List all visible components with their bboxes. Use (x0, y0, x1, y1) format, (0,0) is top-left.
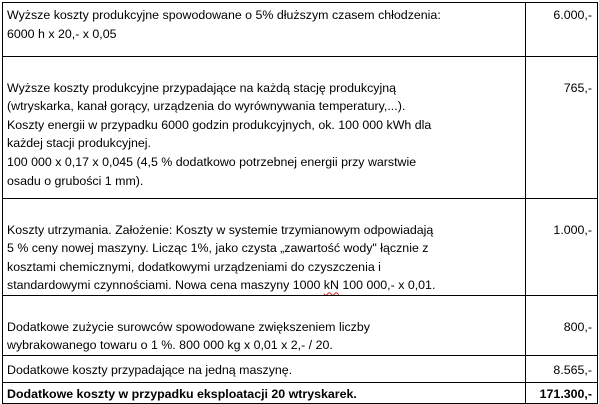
cost-description (3, 199, 526, 296)
description-line: 6000 h x 20,- x 0,05 (7, 26, 117, 41)
description-line: Koszty energii w przypadku 6000 godzin produkcyjnych, ok. 100 000 kWh dla (7, 117, 432, 132)
cost-amount-value: 800,- (563, 319, 592, 334)
cost-table (2, 2, 598, 404)
cost-amount-value: 1.000,- (553, 222, 592, 237)
blank-line (530, 299, 592, 318)
cost-amount: 6.000,- (526, 3, 598, 57)
description-line: Dodatkowe koszty przypadające na jedną maszynę. (7, 362, 293, 377)
total-label: Dodatkowe koszty w przypadku eksploatacji 20 wtryskarek. (3, 382, 526, 404)
description-line: wybrakowanego towaru o 1 %. 800 000 kg x 0,01 x 2,- / 20. (7, 338, 333, 353)
blank-line (530, 60, 592, 79)
description-line: Koszty utrzymania. Założenie: Koszty w systemie trzymianowym odpowiadają (7, 222, 434, 237)
cost-description (3, 57, 526, 199)
blank-line (530, 202, 592, 221)
blank-line (7, 299, 521, 318)
cost-row-per-machine (3, 355, 598, 382)
cost-description (3, 3, 526, 57)
description-line: Wyższe koszty produkcyjne przypadające na każdą stację produkcyjną (7, 80, 397, 95)
text-fragment: standardowymi czynnościami. Nowa cena maszyny 1000 (7, 278, 324, 293)
spellcheck-flagged-word: kN (323, 278, 339, 293)
cost-amount-value: 8.565,- (553, 362, 592, 377)
text-fragment: 100 000,- x 0,01. (338, 278, 436, 293)
description-line: Dodatkowe zużycie surowców spowodowane zwiększeniem liczby (7, 319, 370, 334)
cost-description (3, 295, 526, 355)
cost-amount (526, 57, 598, 199)
description-line: osadu o grubości 1 mm). (7, 173, 144, 188)
description-line: kosztami chemicznymi, dodatkowymi urządzeniami do czyszczenia i (7, 259, 381, 274)
description-line: Wyższe koszty produkcyjne spowodowane o 5% dłuższym czasem chłodzenia: (7, 8, 441, 22)
description-line: 5 % ceny nowej maszyny. Licząc 1%, jako czysta „zawartość wody" łącznie z (7, 241, 429, 256)
cost-description (3, 355, 526, 382)
cost-row-cooling (3, 3, 598, 57)
cost-amount-value: 765,- (563, 80, 592, 95)
cost-amount (526, 355, 598, 382)
cost-amount (526, 295, 598, 355)
total-amount: 171.300,- (526, 382, 598, 404)
description-line (7, 276, 521, 295)
description-line: 100 000 x 0,17 x 0,045 (4,5 % dodatkowo potrzebnej energii przy warstwie (7, 154, 417, 169)
cost-row-total (3, 382, 598, 404)
description-line: każdej stacji produkcyjnej. (7, 136, 151, 151)
cost-row-materials (3, 295, 598, 355)
cost-row-energy (3, 57, 598, 199)
cost-amount (526, 199, 598, 296)
blank-line (7, 202, 521, 221)
blank-line (7, 60, 521, 79)
description-line: (wtryskarka, kanał gorący, urządzenia do wyrównywania temperatury,...). (7, 99, 406, 114)
cost-row-maintenance (3, 199, 598, 296)
